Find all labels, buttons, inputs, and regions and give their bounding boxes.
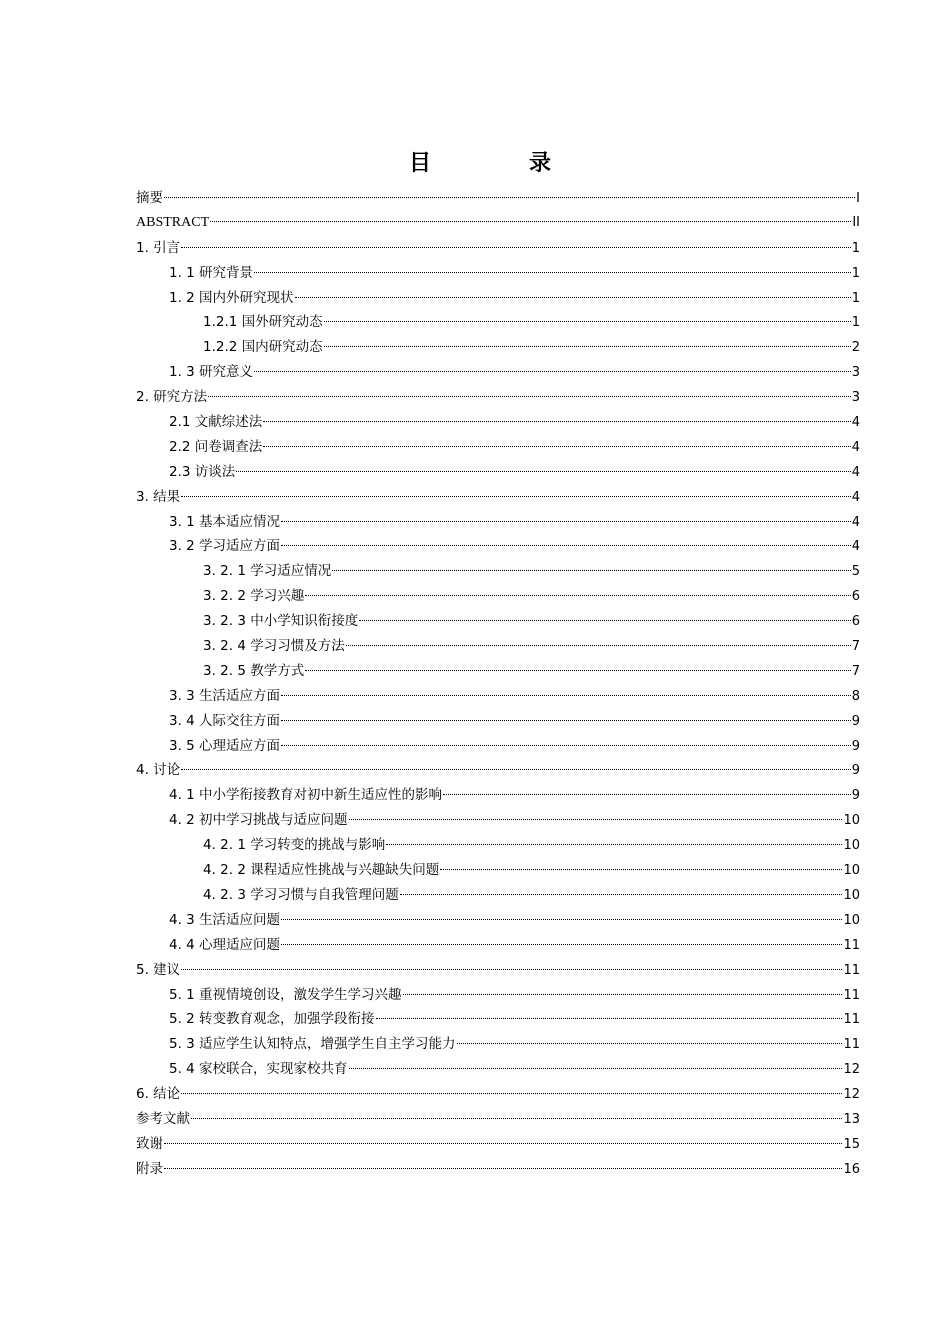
dot-leader: [281, 720, 851, 721]
toc-entry-page-number: 4: [851, 439, 860, 455]
toc-entry-label: 3. 2. 4 学习习惯及方法: [203, 638, 345, 655]
toc-entry[interactable]: [136, 534, 860, 559]
toc-entry[interactable]: [136, 609, 860, 634]
toc-entry[interactable]: [136, 1082, 860, 1107]
toc-entry-label: 3. 5 心理适应方面: [169, 737, 281, 754]
dot-leader: [281, 695, 851, 696]
dot-leader: [359, 620, 850, 621]
dot-leader: [281, 919, 842, 920]
toc-entry[interactable]: [136, 211, 860, 236]
toc-entry-label: 3. 结果: [136, 488, 181, 505]
toc-entry-page-number: 11: [843, 962, 860, 978]
toc-entry-label: 3. 2. 3 中小学知识衔接度: [203, 613, 359, 630]
toc-entry-label: 1. 2 国内外研究现状: [169, 289, 294, 306]
toc-entry-label: 3. 2 学习适应方面: [169, 538, 281, 555]
toc-entry-page-number: 1: [851, 290, 860, 306]
toc-entry-label: 1.2.1 国外研究动态: [203, 314, 323, 331]
toc-entry-page-number: 9: [851, 763, 860, 779]
dot-leader: [281, 545, 851, 546]
dot-leader: [263, 421, 850, 422]
dot-leader: [386, 844, 842, 845]
dot-leader: [164, 1143, 842, 1144]
dot-leader: [181, 496, 851, 497]
dot-leader: [376, 1018, 843, 1019]
toc-entry-label: 3. 2. 5 教学方式: [203, 662, 305, 679]
toc-entry-label: 4. 2. 3 学习习惯与自我管理问题: [203, 886, 399, 903]
toc-entry[interactable]: [136, 734, 860, 759]
toc-entry-page-number: 3: [851, 365, 860, 381]
dot-leader: [443, 794, 851, 795]
toc-entry-page-number: 6: [851, 589, 860, 605]
toc-entry-page-number: 5: [851, 564, 860, 580]
toc-entry[interactable]: [136, 286, 860, 311]
dot-leader: [457, 1043, 843, 1044]
toc-entry-label: 1. 引言: [136, 239, 181, 256]
toc-entry[interactable]: [136, 1157, 860, 1182]
dot-leader: [324, 321, 851, 322]
dot-leader: [281, 521, 851, 522]
dot-leader: [295, 297, 851, 298]
toc-entry-page-number: 16: [843, 1161, 860, 1177]
toc-entry-label: 2. 研究方法: [136, 389, 208, 406]
toc-entry-page-number: 8: [851, 688, 860, 704]
toc-entry[interactable]: [136, 186, 860, 211]
toc-entry-label: 1.2.2 国内研究动态: [203, 339, 323, 356]
toc-entry-page-number: 10: [843, 863, 860, 879]
toc-title: 目 录: [408, 150, 589, 176]
dot-leader: [349, 1068, 843, 1069]
toc-entry[interactable]: [136, 983, 860, 1008]
dot-leader: [324, 346, 851, 347]
dot-leader: [181, 1093, 842, 1094]
toc-entry-page-number: 1: [851, 315, 860, 331]
toc-entry[interactable]: [136, 236, 860, 261]
toc-entry-label: ABSTRACT: [136, 214, 210, 230]
table-of-contents: [136, 186, 860, 1182]
dot-leader: [236, 471, 850, 472]
toc-entry-page-number: 10: [843, 887, 860, 903]
toc-entry[interactable]: [136, 1032, 860, 1057]
toc-entry-label: 1. 1 研究背景: [169, 264, 254, 281]
toc-entry-page-number: 13: [843, 1111, 860, 1127]
toc-entry-page-number: 7: [851, 639, 860, 655]
toc-entry-label: 5. 建议: [136, 961, 181, 978]
dot-leader: [164, 1168, 842, 1169]
dot-leader: [400, 894, 843, 895]
toc-entry-page-number: 1: [851, 240, 860, 256]
dot-leader: [281, 944, 842, 945]
dot-leader: [208, 396, 851, 397]
toc-entry-label: 4. 4 心理适应问题: [169, 936, 281, 953]
toc-entry[interactable]: [136, 1007, 860, 1032]
toc-entry-page-number: 4: [851, 539, 860, 555]
toc-entry[interactable]: [136, 634, 860, 659]
toc-entry-label: 摘要: [136, 190, 163, 206]
toc-entry[interactable]: [136, 833, 860, 858]
toc-entry-page-number: II: [852, 214, 860, 230]
toc-entry-page-number: I: [856, 191, 860, 206]
dot-leader: [164, 197, 855, 198]
toc-entry-page-number: 3: [851, 390, 860, 406]
toc-entry-page-number: 10: [843, 838, 860, 854]
dot-leader: [403, 994, 843, 995]
toc-entry-label: 5. 4 家校联合，实现家校共育: [169, 1061, 348, 1078]
dot-leader: [181, 969, 842, 970]
toc-entry-label: 4. 1 中小学衔接教育对初中新生适应性的影响: [169, 787, 443, 804]
toc-entry[interactable]: [136, 1107, 860, 1132]
toc-entry-page-number: 15: [843, 1136, 860, 1152]
toc-entry[interactable]: [136, 559, 860, 584]
toc-entry[interactable]: [136, 659, 860, 684]
dot-leader: [210, 221, 851, 222]
toc-entry[interactable]: [136, 410, 860, 435]
toc-entry[interactable]: [136, 883, 860, 908]
toc-entry-page-number: 7: [851, 663, 860, 679]
toc-entry-label: 5. 2 转变教育观念，加强学段衔接: [169, 1011, 375, 1028]
toc-entry[interactable]: [136, 908, 860, 933]
toc-entry-label: 3. 4 人际交往方面: [169, 712, 281, 729]
toc-entry-page-number: 11: [843, 987, 860, 1003]
toc-entry-page-number: 4: [851, 464, 860, 480]
toc-entry-page-number: 12: [843, 1087, 860, 1103]
toc-entry-label: 参考文献: [136, 1110, 190, 1127]
toc-entry[interactable]: [136, 933, 860, 958]
toc-entry[interactable]: [136, 460, 860, 485]
toc-entry[interactable]: [136, 385, 860, 410]
toc-entry[interactable]: [136, 1057, 860, 1082]
toc-entry-page-number: 6: [851, 614, 860, 630]
toc-entry-label: 4. 讨论: [136, 762, 181, 779]
dot-leader: [281, 745, 851, 746]
toc-entry[interactable]: [136, 485, 860, 510]
toc-entry-label: 5. 1 重视情境创设，激发学生学习兴趣: [169, 986, 402, 1003]
toc-entry-page-number: 11: [843, 1012, 860, 1028]
toc-entry[interactable]: [136, 335, 860, 360]
dot-leader: [332, 570, 850, 571]
toc-entry[interactable]: [136, 684, 860, 709]
toc-entry-label: 3. 1 基本适应情况: [169, 513, 281, 530]
toc-entry[interactable]: [136, 709, 860, 734]
toc-entry-label: 4. 3 生活适应问题: [169, 911, 281, 928]
toc-entry-page-number: 9: [851, 738, 860, 754]
toc-entry-page-number: 4: [851, 415, 860, 431]
toc-entry-label: 2.3 访谈法: [169, 463, 236, 480]
toc-entry-label: 3. 2. 1 学习适应情况: [203, 563, 332, 580]
dot-leader: [263, 446, 850, 447]
toc-entry-page-number: 9: [851, 713, 860, 729]
toc-entry-page-number: 12: [843, 1062, 860, 1078]
toc-entry[interactable]: [136, 758, 860, 783]
toc-entry-label: 致谢: [136, 1135, 163, 1152]
toc-entry-page-number: 4: [851, 514, 860, 530]
toc-entry-page-number: 9: [851, 788, 860, 804]
toc-entry[interactable]: [136, 360, 860, 385]
dot-leader: [181, 247, 851, 248]
toc-entry[interactable]: [136, 858, 860, 883]
toc-entry-label: 2.1 文献综述法: [169, 414, 263, 431]
toc-entry[interactable]: [136, 584, 860, 609]
dot-leader: [440, 869, 842, 870]
dot-leader: [254, 272, 851, 273]
toc-entry-page-number: 10: [843, 912, 860, 928]
toc-entry-label: 4. 2 初中学习挑战与适应问题: [169, 812, 348, 829]
toc-entry[interactable]: [136, 261, 860, 286]
dot-leader: [305, 670, 850, 671]
dot-leader: [305, 595, 850, 596]
toc-entry-page-number: 10: [843, 813, 860, 829]
toc-entry[interactable]: [136, 510, 860, 535]
toc-entry[interactable]: [136, 958, 860, 983]
toc-entry-page-number: 1: [851, 265, 860, 281]
toc-entry-label: 3. 3 生活适应方面: [169, 687, 281, 704]
toc-entry-label: 4. 2. 2 课程适应性挑战与兴趣缺失问题: [203, 862, 440, 879]
toc-entry[interactable]: [136, 310, 860, 335]
toc-entry-page-number: 11: [843, 937, 860, 953]
toc-entry-label: 1. 3 研究意义: [169, 364, 254, 381]
toc-entry[interactable]: [136, 783, 860, 808]
toc-entry[interactable]: [136, 1132, 860, 1157]
dot-leader: [346, 645, 851, 646]
toc-entry-page-number: 4: [851, 489, 860, 505]
dot-leader: [254, 371, 851, 372]
dot-leader: [181, 769, 851, 770]
dot-leader: [191, 1118, 842, 1119]
toc-entry-label: 2.2 问卷调查法: [169, 438, 263, 455]
toc-entry[interactable]: [136, 808, 860, 833]
toc-entry-label: 4. 2. 1 学习转变的挑战与影响: [203, 837, 386, 854]
toc-entry-page-number: 11: [843, 1037, 860, 1053]
toc-entry-label: 3. 2. 2 学习兴趣: [203, 588, 305, 605]
dot-leader: [349, 819, 843, 820]
toc-entry[interactable]: [136, 435, 860, 460]
toc-entry-page-number: 2: [851, 340, 860, 356]
toc-entry-label: 附录: [136, 1160, 163, 1177]
toc-entry-label: 6. 结论: [136, 1086, 181, 1103]
toc-entry-label: 5. 3 适应学生认知特点，增强学生自主学习能力: [169, 1036, 456, 1053]
